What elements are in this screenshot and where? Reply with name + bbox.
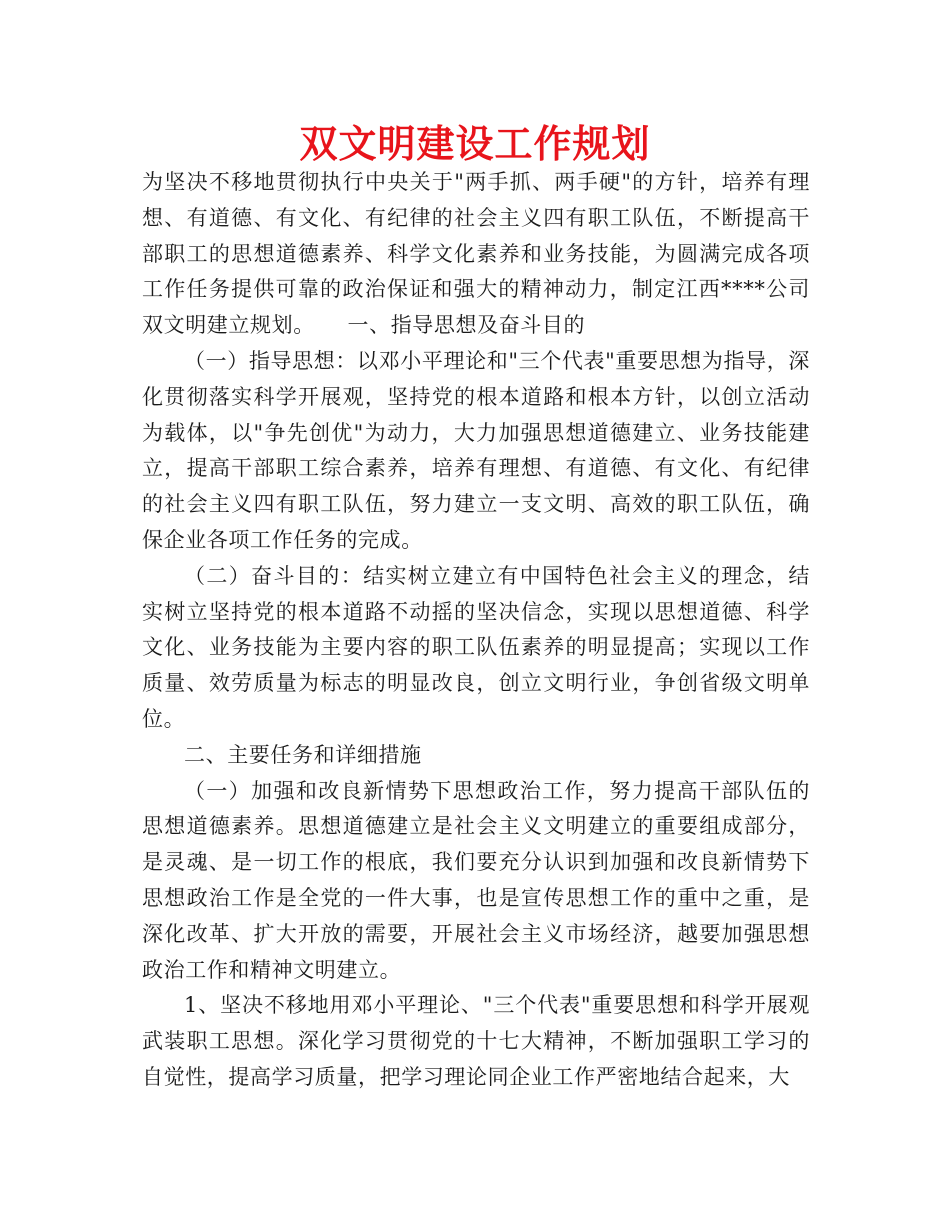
document-title: 双文明建设工作规划: [299, 121, 651, 166]
paragraph-task-one: （一）加强和改良新情势下思想政治工作，努力提高干部队伍的思想道德素养。思想道德建立是社会主义文明建立的重要组成部分，是灵魂、是一切工作的根底，我们要充分认识到加强和改良新情势下思想政治工作是全党的一件大事，也是宣传思想工作的重中之重，是深化改革、扩大开放的需要，开展社会主义市场经济，越要加强思想政治工作和精神文明建立。: [142, 778, 810, 982]
paragraph-intro: 为坚决不移地贯彻执行中央关于"两手抓、两手硬"的方针，培养有理想、有道德、有文化、有纪律的社会主义四有职工队伍，不断提高干部职工的思想道德素养、科学文化素养和业务技能，为圆满完成各项工作任务提供可靠的政治保证和强大的精神动力，制定江西****公司双文明建立规划。 一、指导思想及奋斗目的: [142, 170, 810, 338]
section-heading-tasks: 二、主要任务和详细措施: [184, 742, 422, 767]
document-body: [142, 165, 810, 1096]
paragraph-goal: （二）奋斗目的：结实树立建立有中国特色社会主义的理念，结实树立坚持党的根本道路不动摇的坚决信念，实现以思想道德、科学文化、业务技能为主要内容的职工队伍素养的明显提高；实现以工作质量、效劳质量为标志的明显改良，创立文明行业，争创省级文明单位。: [142, 563, 810, 731]
paragraph-item-one: 1、坚决不移地用邓小平理论、"三个代表"重要思想和科学开展观武装职工思想。深化学习贯彻党的十七大精神，不断加强职工学习的自觉性，提高学习质量，把学习理论同企业工作严密地结合起来，大: [142, 993, 810, 1089]
paragraph-guiding-thought: （一）指导思想：以邓小平理论和"三个代表"重要思想为指导，深化贯彻落实科学开展观，坚持党的根本道路和根本方针，以创立活动为载体，以"争先创优"为动力，大力加强思想道德建立、业务技能建立，提高干部职工综合素养，培养有理想、有道德、有文化、有纪律的社会主义四有职工队伍，努力建立一支文明、高效的职工队伍，确保企业各项工作任务的完成。: [142, 348, 810, 552]
